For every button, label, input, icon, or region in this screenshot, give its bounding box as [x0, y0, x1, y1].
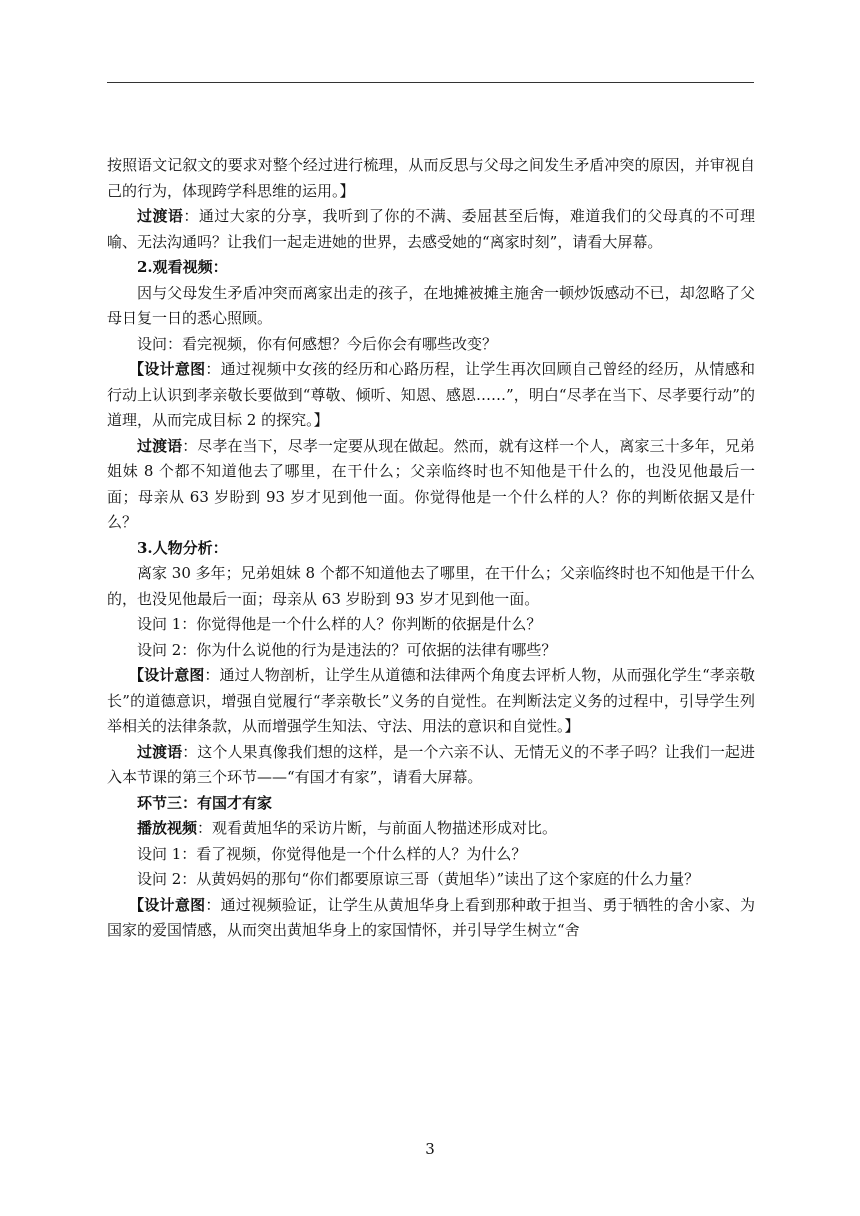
paragraph-label: 过渡语 — [137, 207, 184, 225]
question-paragraph: 设问 1：看了视频，你觉得他是一个什么样的人？为什么？ — [137, 844, 527, 863]
question-paragraph: 设问：看完视频，你有何感想？今后你会有哪些改变？ — [137, 334, 498, 353]
question-paragraph: 设问 2：从黄妈妈的那句“你们都要原谅三哥（黄旭华）”读出了这个家庭的什么力量？ — [137, 870, 700, 888]
section-heading: 2.观看视频： — [137, 258, 228, 276]
design-intent-paragraph: 【设计意图：通过人物剖析，让学生从道德和法律两个角度去评析人物，从而强化学生“孝亲敬长”的道德意识，增强自觉履行“孝亲敬长”义务的自觉性。在判断法定义务的过程中，引导学生列举相关的法律条款，从而增强学生知法、守法、用法的意识和自觉性。】 — [107, 666, 755, 735]
transition-paragraph: 过渡语：尽孝在当下，尽孝一定要从现在做起。然而，就有这样一个人，离家三十多年，兄弟姐妹 8 个都不知道他去了哪里，在干什么；父亲临终时也不知他是干什么的，也没见他最后一面；母亲从 63 岁盼到 93 岁才见到他一面。你觉得他是一个什么样的人？你的判断依据又是什么？ — [107, 436, 755, 531]
header-rule — [107, 82, 754, 83]
design-intent-paragraph: 【设计意图：通过视频中女孩的经历和心路历程，让学生再次回顾自己曾经的经历，从情感和行动上认识到孝亲敬长要做到“尊敬、倾听、知恩、感恩……”，明白“尽孝在当下、尽孝要行动”的道理，从而完成目标 2 的探究。】 — [107, 360, 755, 429]
document-body — [107, 153, 755, 944]
transition-paragraph: 过渡语：这个人果真像我们想的这样，是一个六亲不认、无情无义的不孝子吗？让我们一起进入本节课的第三个环节——“有国才有家”，请看大屏幕。 — [107, 742, 755, 786]
page-number: 3 — [425, 1140, 435, 1158]
paragraph-label: 【设计意图 — [129, 360, 206, 378]
paragraph: 播放视频：观看黄旭华的采访片断，与前面人物描述形成对比。 — [137, 819, 558, 837]
transition-paragraph: 过渡语：通过大家的分享，我听到了你的不满、委屈甚至后悔，难道我们的父母真的不可理喻、无法沟通吗？让我们一起走进她的世界，去感受她的“离家时刻”，请看大屏幕。 — [107, 207, 755, 251]
paragraph: 因与父母发生矛盾冲突而离家出走的孩子，在地摊被摊主施舍一顿炒饭感动不已，却忽略了父母日复一日的悉心照顾。 — [107, 283, 755, 327]
paragraph-label: 过渡语 — [137, 742, 183, 761]
section-heading: 3.人物分析： — [137, 538, 228, 557]
section-heading: 环节三：有国才有家 — [137, 793, 273, 812]
paragraph: 离家 30 多年；兄弟姐妹 8 个都不知道他去了哪里，在干什么；父亲临终时也不知他是干什么的，也没见他最后一面；母亲从 63 岁盼到 93 岁才见到他一面。 — [107, 564, 755, 608]
question-paragraph: 设问 2：你为什么说他的行为是违法的？可依据的法律有哪些？ — [137, 640, 557, 659]
question-paragraph: 设问 1：你觉得他是一个什么样的人？你判断的依据是什么？ — [137, 615, 542, 633]
paragraph-label: 播放视频 — [137, 819, 198, 837]
paragraph: 按照语文记叙文的要求对整个经过进行梳理，从而反思与父母之间发生矛盾冲突的原因，并审视自己的行为，体现跨学科思维的运用。】 — [107, 156, 755, 200]
design-intent-paragraph: 【设计意图：通过视频验证，让学生从黄旭华身上看到那种敢于担当、勇于牺牲的舍小家、为国家的爱国情感，从而突出黄旭华身上的家国情怀，并引导学生树立“舍 — [107, 895, 755, 939]
paragraph-label: 【设计意图 — [129, 666, 205, 684]
paragraph-label: 【设计意图 — [129, 895, 206, 914]
paragraph-label: 过渡语 — [137, 436, 183, 455]
